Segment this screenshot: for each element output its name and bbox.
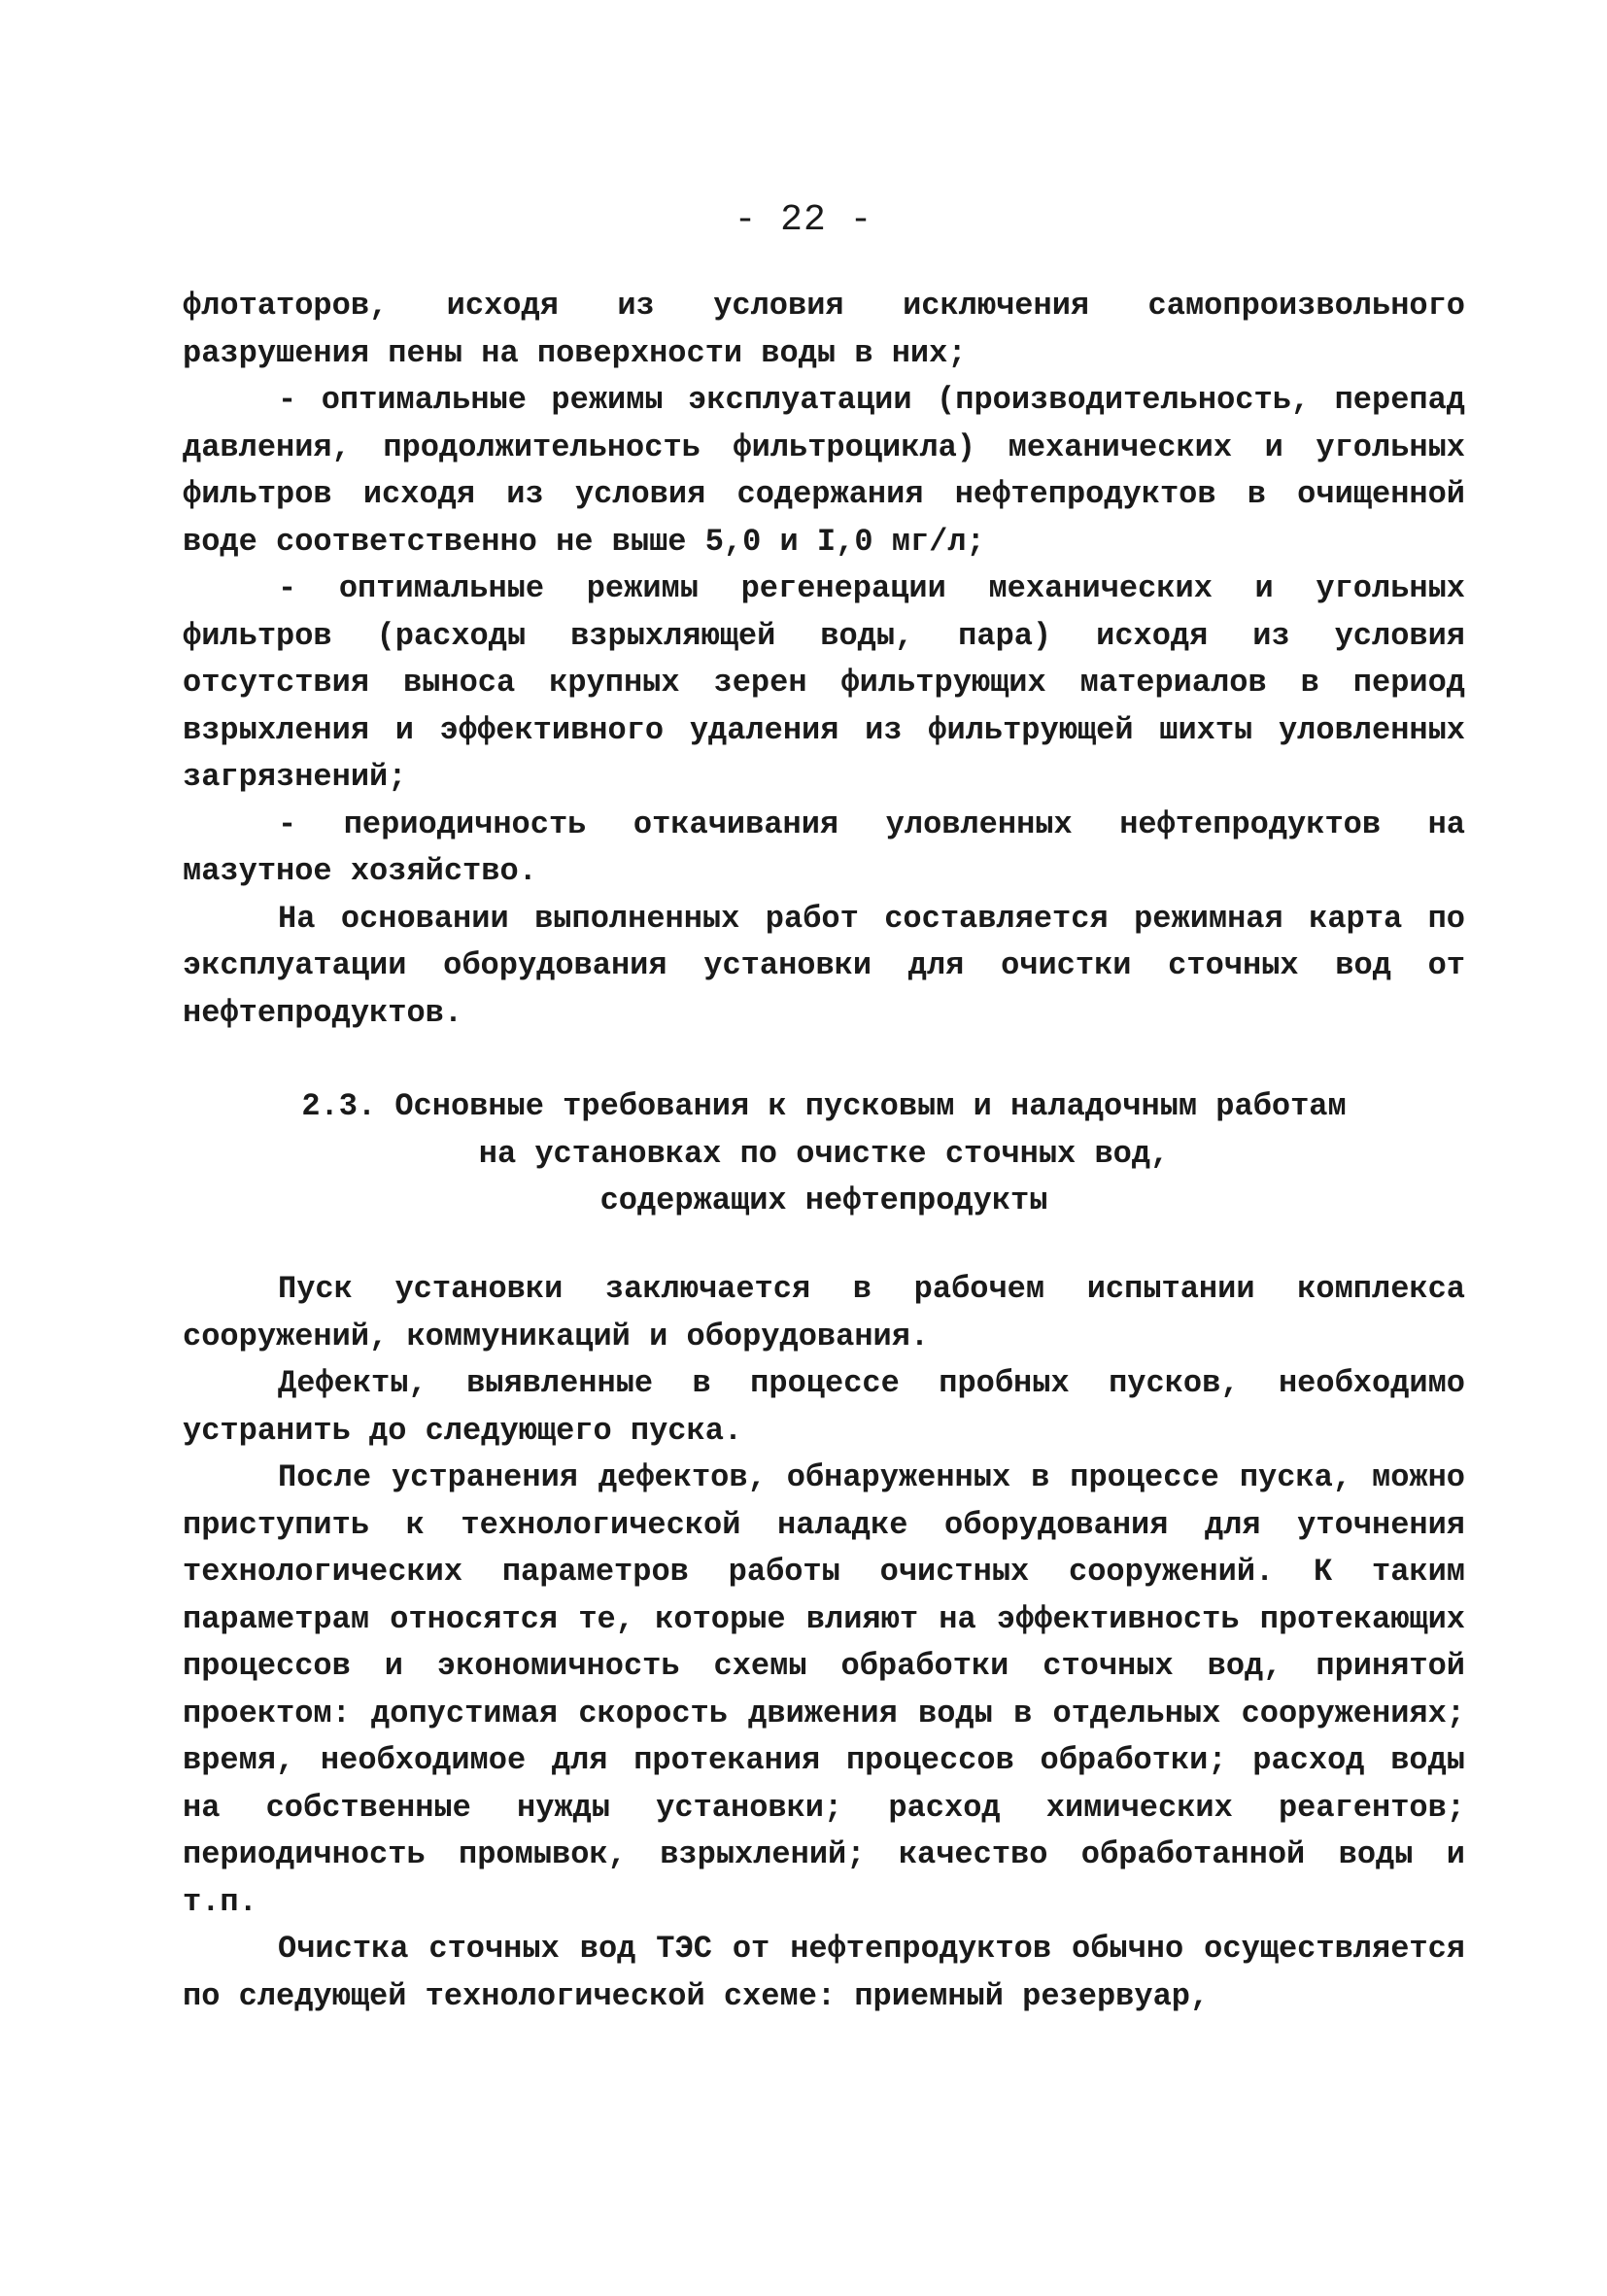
page-number: - 22 - xyxy=(734,199,873,241)
text-section-top xyxy=(183,283,1465,1037)
paragraph-startup: Пуск установки заключается в рабочем испытании комплекса сооружений, коммуникаций и оборудования. xyxy=(183,1271,1465,1354)
paragraph-regeneration-modes: - оптимальные режимы регенерации механических и угольных фильтров (расходы взрыхляющей воды, пара) исходя из условия отсутствия выноса крупных зерен фильтрующих материалов в период взрыхления и эффективного удаления из фильтрующей шихты уловленных загрязнений; xyxy=(183,570,1465,795)
section-heading-line-3: содержащих нефтепродукты xyxy=(599,1182,1048,1218)
section-heading xyxy=(183,1083,1465,1225)
paragraph-filter-modes: - оптимальные режимы эксплуатации (производительность, перепад давления, продолжительность фильтроцикла) механических и угольных фильтров исходя из условия содержания нефтепродуктов в очищенной воде соответственно не выше 5,0 и I,0 мг/л; xyxy=(183,382,1465,560)
section-heading-line-1: 2.3. Основные требования к пусковым и наладочным работам xyxy=(301,1088,1347,1124)
paragraph-pumping-periodicity: - периодичность откачивания уловленных нефтепродуктов на мазутное хозяйство. xyxy=(183,805,1465,889)
paragraph-continuation: флотаторов, исходя из условия исключения самопроизвольного разрушения пены на поверхности воды в них; xyxy=(183,288,1465,371)
paragraph-regime-map: На основании выполненных работ составляется режимная карта по эксплуатации оборудования установки для очистки сточных вод от нефтепродуктов. xyxy=(183,900,1465,1031)
text-section-bottom xyxy=(183,1266,1465,2020)
section-heading-line-2: на установках по очистке сточных вод, xyxy=(478,1135,1170,1172)
paragraph-defects: Дефекты, выявленные в процессе пробных пусков, необходимо устранить до следующего пуска. xyxy=(183,1365,1465,1449)
paragraph-adjustment: После устранения дефектов, обнаруженных в процессе пуска, можно приступить к технологической наладке оборудования для уточнения технологических параметров работы очистных сооружений. К таким параметрам относятся те, которые влияют на эффективность протекающих процессов и экономичность схемы обработки сточных вод, принятой проектом: допустимая скорость движения воды в отдельных сооружениях; время, необходимое для протекания процессов обработки; расход воды на собственные нужды установки; расход химических реагентов; периодичность промывок, взрыхлений; качество обработанной воды и т.п. xyxy=(183,1459,1465,1920)
paragraph-treatment-scheme: Очистка сточных вод ТЭС от нефтепродуктов обычно осуществляется по следующей технологической схеме: приемный резервуар, xyxy=(183,1931,1465,2014)
